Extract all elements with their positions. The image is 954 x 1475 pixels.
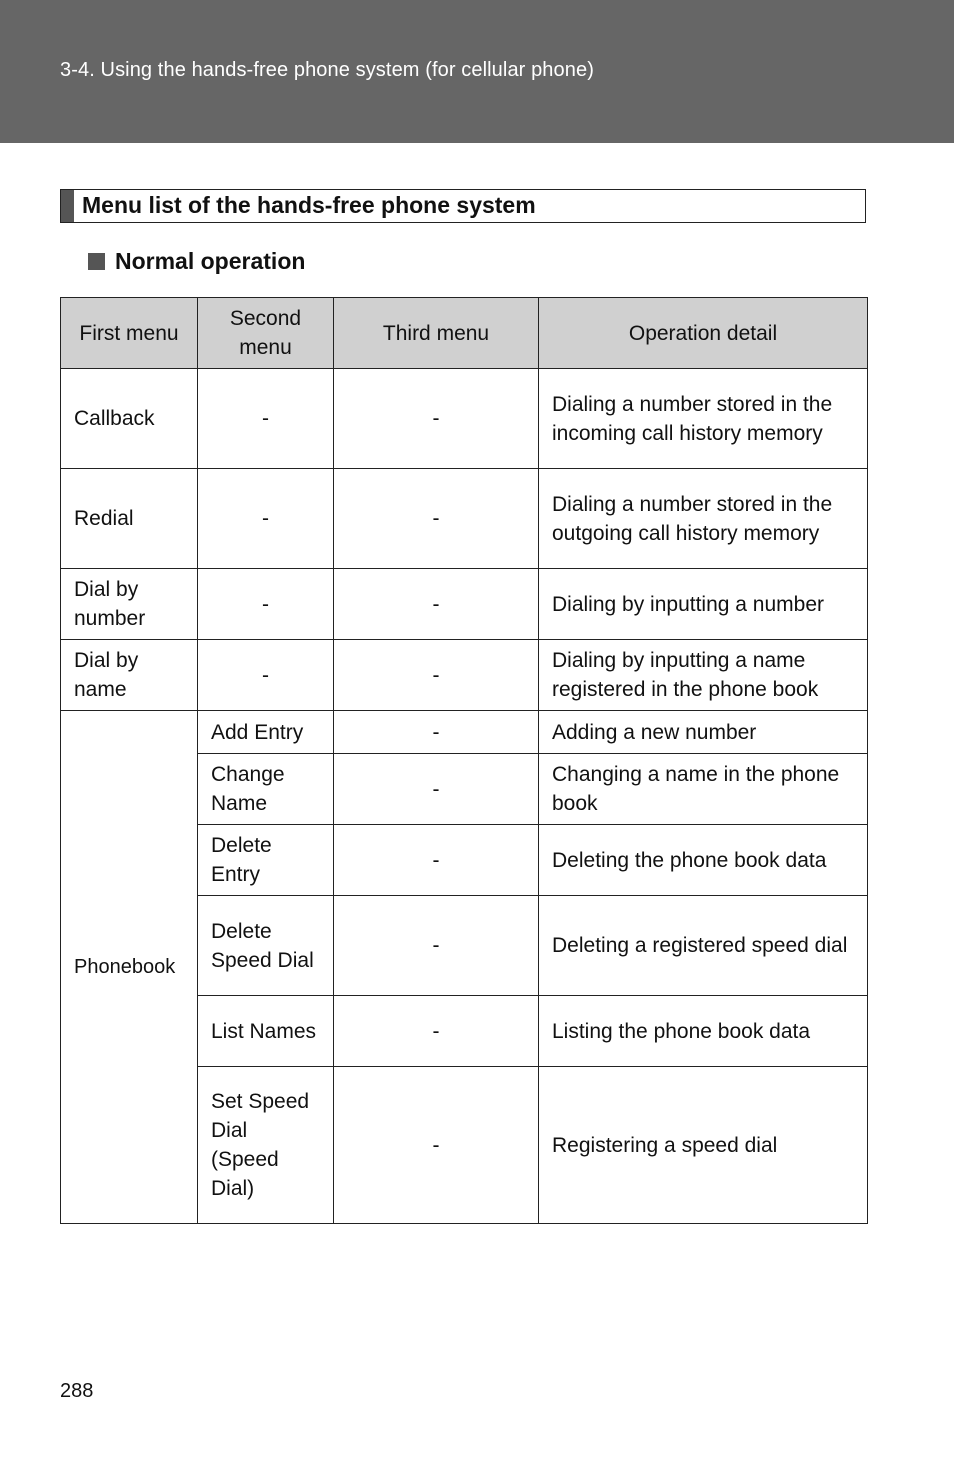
header-operation-detail: Operation detail xyxy=(539,298,868,369)
section-title: Menu list of the hands-free phone system xyxy=(82,192,536,218)
table-row xyxy=(61,569,868,640)
third-menu-cell: - xyxy=(334,996,539,1067)
third-menu-cell: - xyxy=(334,754,539,825)
first-menu-cell: Dial by name xyxy=(61,640,198,711)
first-menu-cell: Dial by number xyxy=(61,569,198,640)
table-row xyxy=(61,711,868,754)
third-menu-cell: - xyxy=(334,825,539,896)
third-menu-cell: - xyxy=(334,896,539,996)
page-header-band xyxy=(0,0,954,143)
subsection-title: Normal operation xyxy=(115,248,306,274)
table-row xyxy=(61,369,868,469)
page-number: 288 xyxy=(60,1380,94,1402)
operation-detail-cell: Dialing by inputting a name registered in the phone book xyxy=(539,640,868,711)
operation-detail-cell: Deleting a registered speed dial xyxy=(539,896,868,996)
section-title-box xyxy=(60,189,866,223)
second-menu-cell: Set Speed Dial (Speed Dial) xyxy=(198,1067,334,1224)
first-menu-cell: Redial xyxy=(61,469,198,569)
header-third-menu: Third menu xyxy=(334,298,539,369)
second-menu-cell: - xyxy=(198,569,334,640)
first-menu-cell-phonebook: Phonebook xyxy=(61,711,198,1224)
second-menu-cell: Change Name xyxy=(198,754,334,825)
second-menu-cell: Delete Entry xyxy=(198,825,334,896)
second-menu-cell: List Names xyxy=(198,996,334,1067)
operation-detail-cell: Adding a new number xyxy=(539,711,868,754)
third-menu-cell: - xyxy=(334,711,539,754)
header-second-menu: Second menu xyxy=(198,298,334,369)
second-menu-cell: - xyxy=(198,369,334,469)
operation-detail-cell: Registering a speed dial xyxy=(539,1067,868,1224)
table-row xyxy=(61,469,868,569)
operation-detail-cell: Listing the phone book data xyxy=(539,996,868,1067)
menu-list-table xyxy=(60,297,868,1224)
second-menu-cell: - xyxy=(198,640,334,711)
operation-detail-cell: Changing a name in the phone book xyxy=(539,754,868,825)
operation-detail-cell: Dialing a number stored in the incoming call history memory xyxy=(539,369,868,469)
header-first-menu: First menu xyxy=(61,298,198,369)
section-title-accent-bar xyxy=(61,190,74,222)
operation-detail-cell: Dialing by inputting a number xyxy=(539,569,868,640)
first-menu-cell: Callback xyxy=(61,369,198,469)
second-menu-cell: Delete Speed Dial xyxy=(198,896,334,996)
second-menu-cell: - xyxy=(198,469,334,569)
second-menu-cell: Add Entry xyxy=(198,711,334,754)
table-row xyxy=(61,640,868,711)
subsection-heading xyxy=(88,248,305,275)
third-menu-cell: - xyxy=(334,369,539,469)
third-menu-cell: - xyxy=(334,569,539,640)
black-square-icon xyxy=(88,253,105,270)
chapter-section-label: 3-4. Using the hands-free phone system (for cellular phone) xyxy=(60,59,594,81)
table-header-row xyxy=(61,298,868,369)
third-menu-cell: - xyxy=(334,1067,539,1224)
operation-detail-cell: Deleting the phone book data xyxy=(539,825,868,896)
third-menu-cell: - xyxy=(334,469,539,569)
third-menu-cell: - xyxy=(334,640,539,711)
operation-detail-cell: Dialing a number stored in the outgoing call history memory xyxy=(539,469,868,569)
